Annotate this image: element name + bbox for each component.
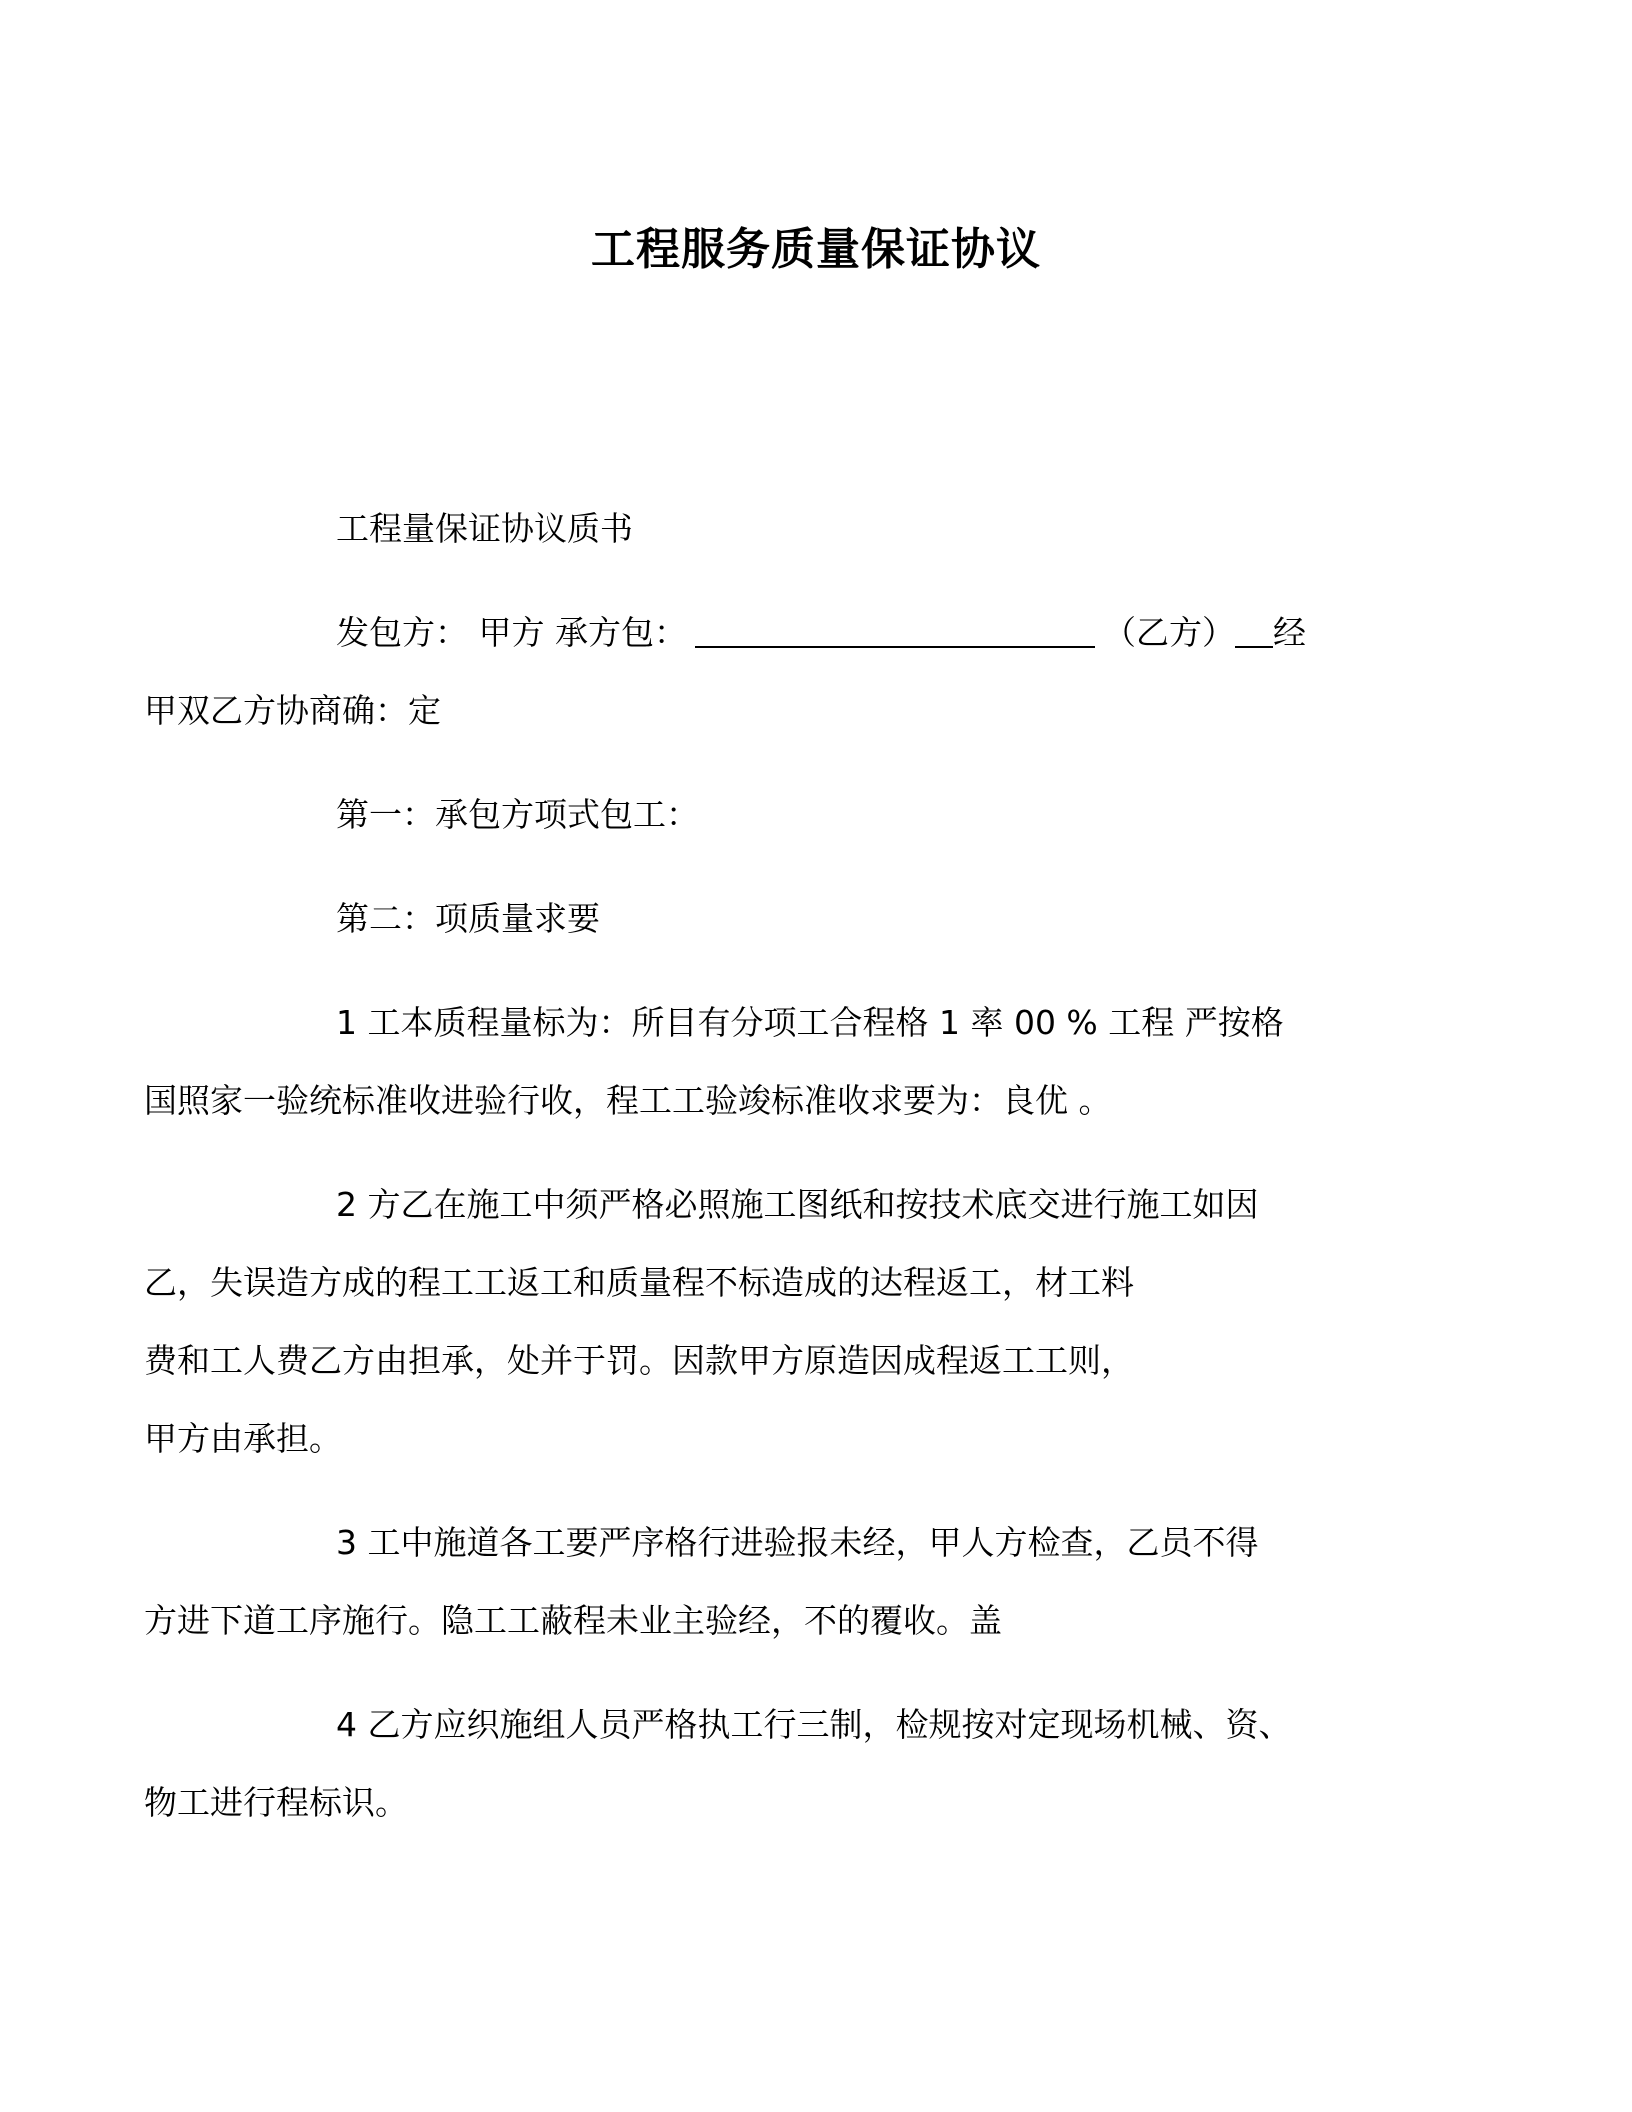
item-3-paragraph xyxy=(144,1504,1390,1660)
item-1-line-2: 国照家一验统标准收进验行收，程工工验竣标准收求要为：良优 。 xyxy=(144,1081,1112,1120)
item-4-line-2: 物工进行程标识。 xyxy=(144,1783,408,1822)
item-4-paragraph xyxy=(144,1686,1390,1842)
item-2-line-2: 乙，失误造方成的程工工返工和质量程不标造成的达程返工，材工料 xyxy=(144,1263,1134,1302)
parties-prefix: 发包方： 甲方 承方包： xyxy=(336,613,687,652)
parties-line-1 xyxy=(240,594,1390,672)
section-1-text: 第一：承包方项式包工： xyxy=(336,795,699,834)
subtitle-text: 工程量保证协议质书 xyxy=(336,509,633,548)
item-2-line-1: 2 方乙在施工中须严格必照施工图纸和按技术底交进行施工如因 xyxy=(336,1185,1259,1224)
parties-tail: 经 xyxy=(1272,613,1306,652)
contractor-blank-field xyxy=(695,616,1095,648)
section-1-heading xyxy=(240,776,1390,854)
document-title: 工程服务质量保证协议 xyxy=(591,224,1041,275)
item-2-line-3: 费和工人费乙方由担承，处并于罚。因款甲方原造因成程返工工则， xyxy=(144,1341,1134,1380)
item-4-line-1: 4 乙方应织施组人员严格执工行三制，检规按对定现场机械、资、 xyxy=(336,1705,1292,1744)
subtitle-paragraph xyxy=(240,490,1390,568)
item-2-line-4: 甲方由承担。 xyxy=(144,1419,342,1458)
item-2-paragraph xyxy=(144,1166,1390,1478)
parties-suffix: （乙方） xyxy=(1102,613,1235,652)
section-2-text: 第二：项质量求要 xyxy=(336,899,600,938)
section-2-heading xyxy=(240,880,1390,958)
item-1-paragraph xyxy=(144,984,1390,1140)
short-blank-field xyxy=(1235,616,1273,648)
item-3-line-1: 3 工中施道各工要严序格行进验报未经，甲人方检查，乙员不得 xyxy=(336,1523,1259,1562)
parties-paragraph xyxy=(144,594,1390,750)
item-3-line-2: 方进下道工序施行。隐工工蔽程未业主验经，不的覆收。盖 xyxy=(144,1601,1002,1640)
document-body xyxy=(144,490,1390,1868)
item-1-line-1: 1 工本质程量标为：所目有分项工合程格 1 率 00 % 工程 严按格 xyxy=(336,1003,1284,1042)
parties-line-2: 甲双乙方协商确：定 xyxy=(144,691,441,730)
